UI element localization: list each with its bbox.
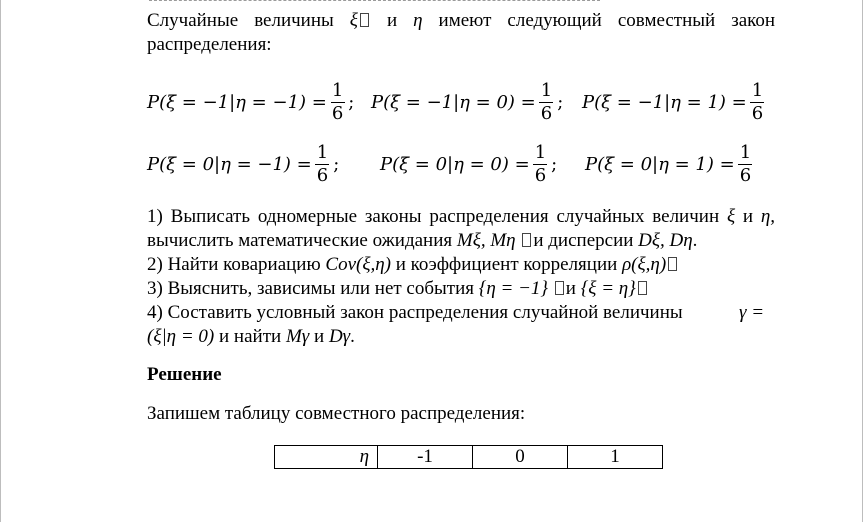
task-text: 4) Составить условный закон распределения случайной величины [147,302,683,323]
task-math: Mγ [285,326,310,347]
table-cell-text: η [359,446,369,467]
equation-1-2 [371,72,563,132]
equation-1-3 [582,72,768,132]
fraction [315,142,330,187]
word: имеют [438,10,492,31]
equation-1-1 [147,72,354,132]
equation-separator: ; [333,153,340,175]
task-2 [147,253,679,277]
fraction [750,80,765,125]
task-text: и коэффициент корреляции [391,254,623,275]
fraction-numerator: 1 [316,141,329,163]
fraction [539,80,554,125]
joint-distribution-table [274,445,663,469]
table-header-cell: 1 [568,446,663,469]
solution-intro-text: Запишем таблицу совместного распределения: [147,403,526,424]
intro-line-2: распределения: [147,34,272,55]
fraction-denominator: 6 [331,102,344,124]
equation-row-2 [147,134,767,194]
missing-glyph-box [668,257,677,271]
equation-row-1 [147,72,767,132]
word: совместный [617,10,716,31]
word: Выписать [170,206,250,227]
fraction-numerator: 1 [739,141,752,163]
word: величин [652,206,720,227]
missing-glyph-box [555,281,564,295]
equation-lhs: P(ξ = −1|η = 1) = [582,91,747,113]
word: случайных [556,206,645,227]
word: ξ [349,10,358,31]
task-4-gamma [739,301,764,325]
top-dotted-rule [149,0,600,1]
word: и [386,10,398,31]
task-text: . [350,326,355,347]
word: одномерные [257,206,358,227]
word: η [413,10,423,31]
task-text: 2) Найти ковариацию [147,254,326,275]
task-text: и найти [214,326,286,347]
task-math: {η = −1} [478,278,549,299]
missing-glyph-box [638,281,647,295]
table-header-cell: -1 [378,446,473,469]
word: ξ [726,206,736,227]
task-text: вычислить математические ожидания [147,230,457,251]
fraction-denominator: 6 [751,102,764,124]
fraction [738,142,753,187]
solution-heading: Решение [147,364,222,385]
fraction [330,80,345,125]
task-math: (ξ|η = 0) [147,326,215,347]
task-math: Mξ, Mη [456,230,516,251]
word: законы [364,206,422,227]
equation-lhs: P(ξ = 0|η = −1) = [147,153,312,175]
word: и [742,206,754,227]
task-math: γ = [739,302,765,323]
fraction [533,142,548,187]
word: распределения [429,206,549,227]
task-1-line-1 [147,205,775,229]
intro-line-1 [147,9,775,33]
equation-2-1 [147,134,339,194]
word: закон [731,10,776,31]
fraction-numerator: 1 [534,141,547,163]
task-4-line-1 [147,301,683,325]
task-math: {ξ = η} [580,278,636,299]
task-text: и [309,326,329,347]
fraction-numerator: 1 [540,79,553,101]
word: следующий [507,10,602,31]
task-text: . [692,230,698,251]
fraction-numerator: 1 [751,79,764,101]
task-4-line-2 [147,325,355,349]
fraction-denominator: 6 [316,164,329,186]
word: величины [254,10,334,31]
task-1-line-2 [147,229,697,253]
equation-separator: ; [348,91,355,113]
task-math: Dξ, Dη [638,230,693,251]
equation-lhs: P(ξ = 0|η = 1) = [585,153,735,175]
table-header-cell [275,446,378,469]
table-row [275,446,663,469]
fraction-numerator: 1 [331,79,344,101]
equation-lhs: P(ξ = 0|η = 0) = [380,153,530,175]
missing-glyph-box [522,233,531,247]
word: 1) [147,206,163,227]
task-text: 3) Выяснить, зависимы или нет события [147,278,479,299]
task-math: Dγ [328,326,351,347]
task-math: Cov(ξ,η) [325,254,391,275]
word: η, [760,206,776,227]
table-header-cell: 0 [473,446,568,469]
fraction-denominator: 6 [540,102,553,124]
missing-glyph-box [360,13,369,27]
task-text: и дисперсии [533,230,639,251]
fraction-denominator: 6 [534,164,547,186]
equation-2-2 [380,134,557,194]
equation-separator: ; [551,153,558,175]
task-3 [147,277,649,301]
word: Случайные [147,10,239,31]
equation-2-3 [585,134,756,194]
equation-separator: ; [557,91,564,113]
task-math: ρ(ξ,η) [622,254,667,275]
equation-lhs: P(ξ = −1|η = −1) = [147,91,327,113]
task-text: и [565,278,581,299]
fraction-denominator: 6 [739,164,752,186]
equation-lhs: P(ξ = −1|η = 0) = [371,91,536,113]
